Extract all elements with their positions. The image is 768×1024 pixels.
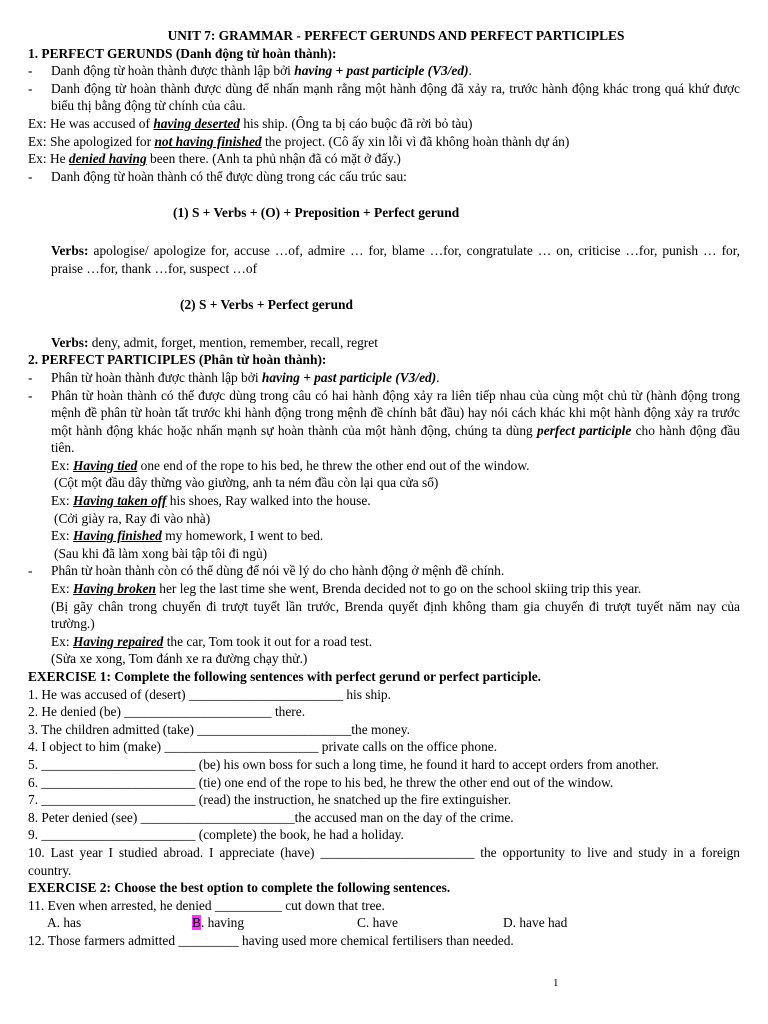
s2-translation-2: (Cởi giày ra, Ray đi vào nhà) xyxy=(54,510,211,526)
ex-prefix: Ex: He was accused of xyxy=(28,115,154,131)
s1-b2-text: Danh động từ hoàn thành được dùng để nhấn mạnh rằng một hành động đã xảy ra, trước hành động khác trong quá khứ được biểu thị bằng động từ chính của câu. xyxy=(51,80,740,114)
s2-b1-formula: having + past participle (V3/ed) xyxy=(261,369,437,385)
ex1-item-6: 6. _______________________ (tie) one end of the rope to his bed, he threw the other end out of the window. xyxy=(28,774,614,790)
s1-example-2 xyxy=(28,133,740,151)
option-b-text: . having xyxy=(200,915,245,931)
section2-heading: 2. PERFECT PARTICIPLES (Phân từ hoàn thành): xyxy=(28,352,327,368)
s2-example-3 xyxy=(28,527,740,545)
ex-rest: the project. (Cô ấy xin lỗi vì đã không hoàn thành dự án) xyxy=(261,133,570,149)
ex-prefix: Ex: xyxy=(51,528,73,544)
section1-heading: 1. PERFECT GERUNDS (Danh động từ hoàn thành): xyxy=(28,45,337,61)
page-number: 1 xyxy=(553,977,559,989)
s2-b1-end: . xyxy=(436,369,440,385)
dash-bullet: - xyxy=(28,80,33,96)
s1-bullet-formation xyxy=(28,62,740,80)
ex-prefix: Ex: xyxy=(51,581,73,597)
s1-b1-end: . xyxy=(468,63,472,79)
ex-prefix: Ex: He xyxy=(28,151,69,167)
ex-keyword: Having broken xyxy=(72,581,156,597)
page-title: UNIT 7: GRAMMAR - PERFECT GERUNDS AND PERFECT PARTICIPLES xyxy=(167,28,625,43)
ex1-item-8: 8. Peter denied (see) _______________________the accused man on the day of the crime. xyxy=(28,809,514,825)
s2-b2-text: Phân từ hoàn thành có thể được dùng trong câu có hai hành động xảy ra liên tiếp nhau của cùng một chủ từ (hành động trong mệnh đề phân từ hoàn tất trước khi hành động trong mệnh đề chính bắt đầu) hay nói cách khác khi một hành động xảy ra trước một hành động khác hoặc nhấn mạnh sự hoàn thành của một hành động, chúng ta dùng xyxy=(51,387,740,438)
ex-prefix: Ex: xyxy=(51,633,73,649)
ex1-item-4: 4. I object to him (make) _______________________ private calls on the office phone. xyxy=(28,739,498,755)
ex-rest: his shoes, Ray walked into the house. xyxy=(166,493,371,509)
ex-keyword: denied having xyxy=(68,151,147,167)
highlight-mark: B xyxy=(192,915,201,931)
s2-example-5 xyxy=(28,633,740,651)
document-content xyxy=(28,27,740,950)
ex-keyword: not having finished xyxy=(154,133,262,149)
s2-translation-5: (Sửa xe xong, Tom đánh xe ra đường chạy thử.) xyxy=(51,651,308,667)
s1-example-1 xyxy=(28,115,740,133)
ex1-item-2: 2. He denied (be) ______________________ there. xyxy=(28,704,306,720)
s2-bullet-formation xyxy=(28,369,740,387)
ex1-item-1: 1. He was accused of (desert) _______________________ his ship. xyxy=(28,686,391,702)
dash-bullet: - xyxy=(28,563,33,579)
exercise1-heading: EXERCISE 1: Complete the following sentences with perfect gerund or perfect participle. xyxy=(28,669,541,684)
ex-prefix: Ex: xyxy=(51,493,73,509)
ex-rest: her leg the last time she went, Brenda decided not to go on the school skiing trip this year. xyxy=(155,581,642,597)
s1-bullet-structures xyxy=(28,168,740,186)
ex-prefix: Ex: xyxy=(51,457,73,473)
s2-b2-term: perfect participle xyxy=(537,422,632,438)
s2-translation-4: (Bị gãy chân trong chuyến đi trượt tuyết lần trước, Brenda quyết định không tham gia chuyến đi trượt tuyết năm nay của trường.) xyxy=(51,598,740,632)
s2-bullet-usage xyxy=(28,387,740,457)
s1-bullet-usage xyxy=(28,80,740,115)
s1-b1-text: Danh động từ hoàn thành được thành lập bởi xyxy=(51,63,295,79)
ex-keyword: having deserted xyxy=(153,115,240,131)
ex-keyword: Having repaired xyxy=(72,633,164,649)
ex2-question-11: 11. Even when arrested, he denied __________ cut down that tree. xyxy=(28,897,385,913)
ex2-q11-options xyxy=(28,914,740,932)
s2-example-4 xyxy=(28,580,740,598)
verbs-text: apologise/ apologize for, accuse …of, admire … for, blame …for, congratulate … on, criticise …for, punish … for, praise …for, thank …for, suspect …of xyxy=(51,242,740,276)
exercise2-heading: EXERCISE 2: Choose the best option to complete the following sentences. xyxy=(28,880,451,896)
dash-bullet: - xyxy=(28,168,33,184)
ex-keyword: Having taken off xyxy=(72,493,167,509)
option-d[interactable]: D. have had xyxy=(503,915,568,931)
s2-bullet-reason xyxy=(28,562,740,580)
ex1-item-9: 9. _______________________ (complete) the book, he had a holiday. xyxy=(28,827,404,843)
ex-rest: one end of the rope to his bed, he threw the other end out of the window. xyxy=(137,457,530,473)
verbs-label: Verbs: xyxy=(51,242,89,258)
option-c[interactable]: C. have xyxy=(357,915,398,931)
ex-rest: been there. (Anh ta phủ nhận đã có mặt ở đấy.) xyxy=(146,151,401,167)
verbs-list-1 xyxy=(28,242,740,277)
option-b[interactable] xyxy=(192,914,357,932)
s2-example-1 xyxy=(28,457,740,475)
s1-b1-formula: having + past participle (V3/ed) xyxy=(294,63,469,79)
dash-bullet: - xyxy=(28,63,33,79)
ex-rest: the car, Tom took it out for a road test. xyxy=(163,633,373,649)
verbs-label: Verbs: xyxy=(51,334,89,350)
option-a[interactable]: A. has xyxy=(47,915,82,931)
verbs-text: deny, admit, forget, mention, remember, recall, regret xyxy=(88,334,378,350)
dash-bullet: - xyxy=(28,387,33,403)
s2-b1-text: Phân từ hoàn thành được thành lập bởi xyxy=(51,369,262,385)
ex-keyword: Having tied xyxy=(72,457,138,473)
ex-prefix: Ex: She apologized for xyxy=(28,133,155,149)
s2-example-2 xyxy=(28,492,740,510)
s2-b2-end: cho hành động đầu tiên. xyxy=(51,422,740,456)
ex-rest: my homework, I went to bed. xyxy=(161,528,324,544)
ex1-item-5: 5. _______________________ (be) his own boss for such a long time, he found it hard to accept orders from another. xyxy=(28,756,659,772)
ex-keyword: Having finished xyxy=(72,528,162,544)
structure-1: (1) S + Verbs + (O) + Preposition + Perfect gerund xyxy=(173,205,460,221)
ex1-item-10: 10. Last year I studied abroad. I appreciate (have) _______________________ the opportunity to live and study in a foreign country. xyxy=(28,844,740,878)
s1-example-3 xyxy=(28,150,740,168)
s2-b3-text: Phân từ hoàn thành còn có thể dùng để nói về lý do cho hành động ở mệnh đề chính. xyxy=(51,563,505,579)
structure-2: (2) S + Verbs + Perfect gerund xyxy=(180,297,353,313)
s2-translation-3: (Sau khi đã làm xong bài tập tôi đi ngủ) xyxy=(54,545,268,561)
ex2-question-12: 12. Those farmers admitted _________ having used more chemical fertilisers than needed. xyxy=(28,932,514,948)
dash-bullet: - xyxy=(28,369,33,385)
ex1-item-7: 7. _______________________ (read) the instruction, he snatched up the fire extinguisher. xyxy=(28,792,512,808)
ex-rest: his ship. (Ông ta bị cáo buộc đã rời bỏ tàu) xyxy=(239,115,473,131)
s2-translation-1: (Cột một đầu dây thừng vào giường, anh ta ném đầu còn lại qua cửa sổ) xyxy=(54,475,439,491)
s1-b3-text: Danh động từ hoàn thành có thể được dùng trong các cấu trúc sau: xyxy=(51,168,407,184)
ex1-item-3: 3. The children admitted (take) _______________________the money. xyxy=(28,721,410,737)
verbs-list-2 xyxy=(28,334,740,352)
